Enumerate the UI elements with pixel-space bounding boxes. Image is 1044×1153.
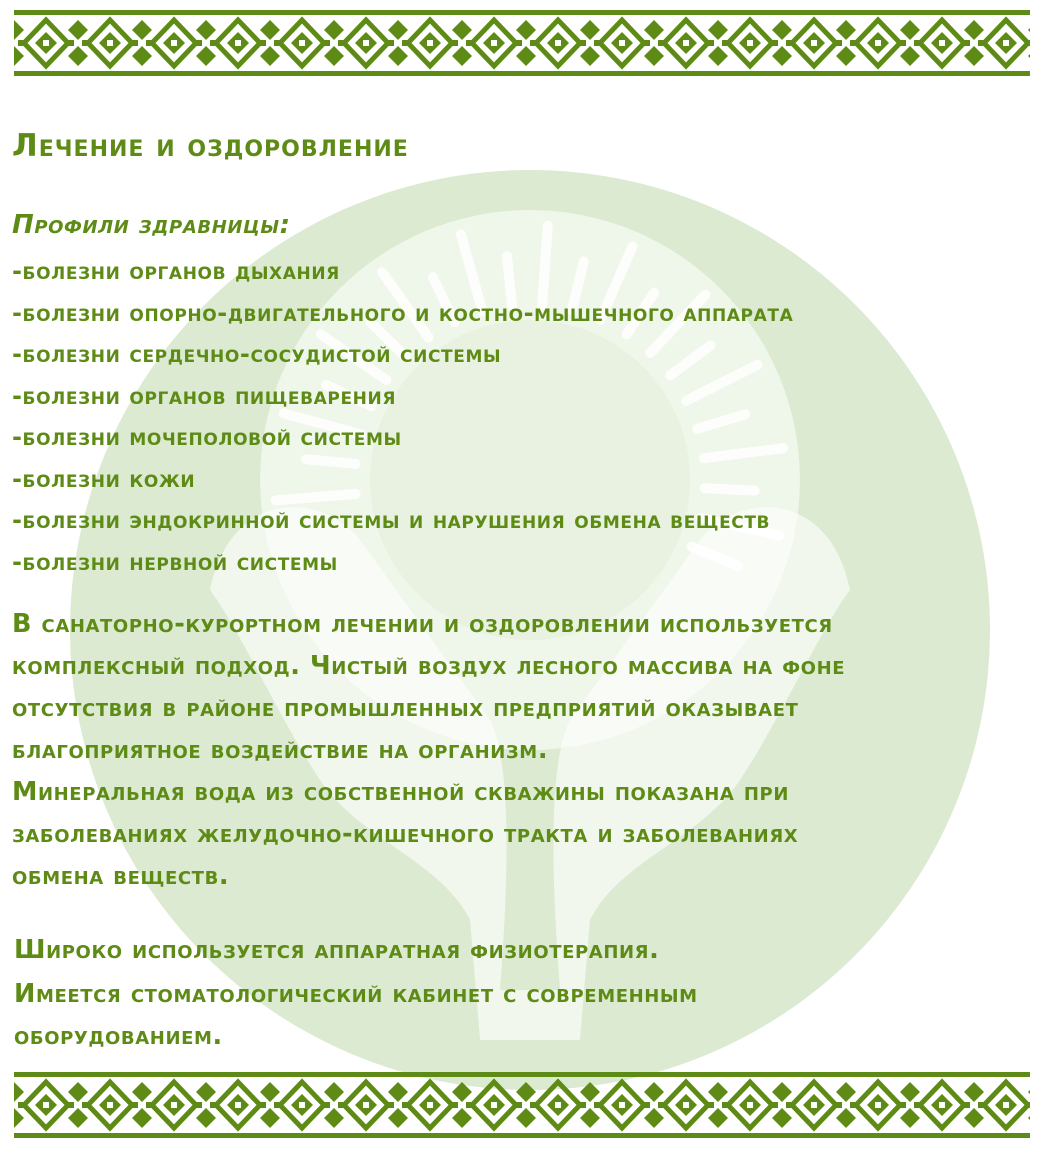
text-line: благоприятное воздействие на организм. [12,735,549,765]
physiotherapy-paragraph [14,929,659,971]
text-line: Минеральная вода из собственной скважины показана при [12,777,790,807]
approach-paragraph [12,603,845,771]
text-line: обмена веществ. [12,861,230,891]
list-item: -болезни органов дыхания [12,257,340,285]
mineral-water-paragraph [12,771,798,897]
text-line: заболеваниях желудочно-кишечного тракта и заболеваниях [12,819,799,849]
list-item: -болезни опорно-двигательного и костно-мышечного аппарата [12,298,794,327]
profiles-list [12,254,793,586]
list-item: -болезни органов пищеварения [12,381,397,410]
profiles-heading: Профили здравницы: [12,210,291,240]
text-line: отсутствия в районе промышленных предприятий оказывает [12,693,799,723]
text-line: Широко используется аппаратная физиотерапия. [14,935,660,965]
text-line: Имеется стоматологический кабинет с современным [14,979,698,1009]
text-line: В санаторно-курортном лечении и оздоровлении используется [12,609,833,639]
list-item: -болезни сердечно-сосудистой системы [12,340,502,368]
text-line: комплексный подход. Чистый воздух лесного массива на фоне [12,651,846,681]
page-title: Лечение и оздоровление [12,128,409,164]
list-item: -болезни нервной системы [12,547,338,576]
list-item: -болезни кожи [12,464,196,493]
dental-paragraph [14,973,698,1057]
text-line: оборудованием. [14,1021,223,1051]
list-item: -болезни мочеполовой системы [12,423,402,451]
list-item: -болезни эндокринной системы и нарушения обмена веществ [12,506,771,534]
belarusian-ornament-border [14,1072,1030,1138]
belarusian-ornament-border [14,10,1030,76]
